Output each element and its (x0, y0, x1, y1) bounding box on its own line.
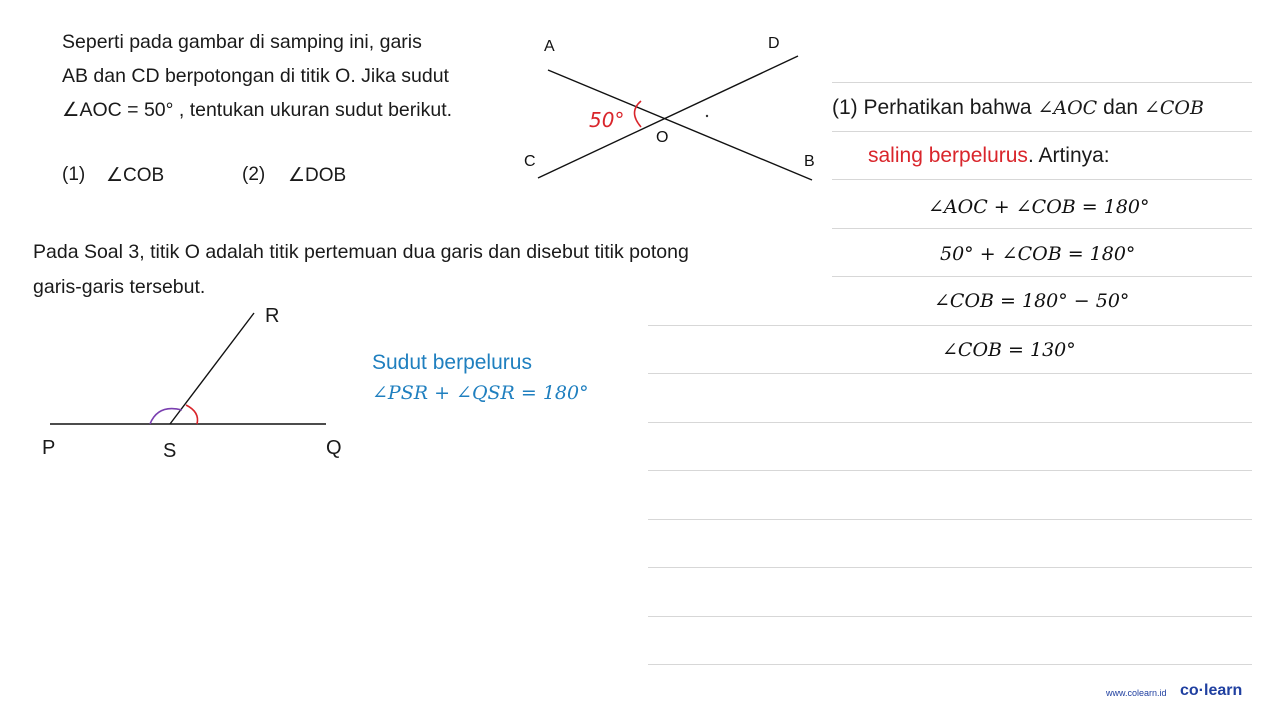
label-p: P (42, 437, 56, 459)
ruled-line (648, 373, 1252, 374)
label-c: C (524, 153, 536, 170)
brand-url: www.colearn.id (1106, 688, 1167, 698)
line-cd (538, 56, 798, 178)
ray-sr (170, 313, 254, 424)
annotation-title: Sudut berpelurus (372, 351, 532, 374)
label-b: B (804, 153, 815, 170)
ruled-line (648, 325, 1252, 326)
step1-angle-aoc: ∠AOC (1037, 97, 1098, 119)
ruled-line (648, 616, 1252, 617)
problem-line-2: AB dan CD berpotongan di titik O. Jika sudut (62, 65, 449, 87)
part-2-number: (2) (242, 164, 266, 185)
step1-dan: dan (1103, 96, 1139, 119)
step1-angle-cob: ∠COB (1143, 97, 1204, 119)
label-d: D (768, 35, 780, 52)
ruled-line (648, 664, 1252, 665)
note-line-1: Pada Soal 3, titik O adalah titik pertemuan dua garis dan disebut titik potong (33, 241, 689, 263)
dot-mark (706, 115, 708, 117)
problem-line-3: ∠AOC = 50° , tentukan ukuran sudut berikut. (62, 99, 453, 121)
angle-value-50: 50° (589, 108, 625, 132)
note-line-2: garis-garis tersebut. (33, 276, 206, 298)
ruled-line (648, 422, 1252, 423)
supplementary-term: saling berpelurus (868, 144, 1028, 167)
line-ab (548, 70, 812, 180)
solution-step-1 (832, 96, 1204, 120)
ruled-line (832, 131, 1252, 132)
ruled-line (648, 470, 1252, 471)
solution-step-1-cont (868, 144, 1110, 168)
step1-suffix: . Artinya: (1027, 144, 1110, 167)
label-a: A (544, 38, 555, 55)
ruled-line (832, 228, 1252, 229)
part-2-angle: ∠DOB (288, 165, 347, 186)
annotation-equation: ∠PSR + ∠QSR = 180° (372, 382, 589, 404)
label-r: R (265, 305, 280, 327)
ruled-line (832, 179, 1252, 180)
part-1-number: (1) (62, 164, 86, 185)
equation-1: ∠AOC + ∠COB = 180° (928, 196, 1150, 218)
label-q: Q (326, 437, 342, 459)
problem-line-1: Seperti pada gambar di samping ini, garis (62, 31, 422, 53)
brand-logo: co·learn (1180, 682, 1243, 699)
ruled-line (832, 276, 1252, 277)
angle-arc-aoc (635, 101, 642, 127)
ruled-line (648, 567, 1252, 568)
ruled-line (648, 519, 1252, 520)
ruled-line (832, 82, 1252, 83)
part-1-angle: ∠COB (106, 165, 165, 186)
equation-4: ∠COB = 130° (942, 339, 1076, 361)
step1-prefix: (1) Perhatikan bahwa (832, 96, 1032, 119)
label-s: S (163, 440, 177, 462)
equation-2: 50° + ∠COB = 180° (940, 243, 1136, 265)
label-o: O (656, 129, 669, 146)
angle-arc-qsr (186, 405, 198, 424)
equation-3: ∠COB = 180° − 50° (934, 290, 1130, 312)
angle-arc-psr (150, 409, 182, 424)
